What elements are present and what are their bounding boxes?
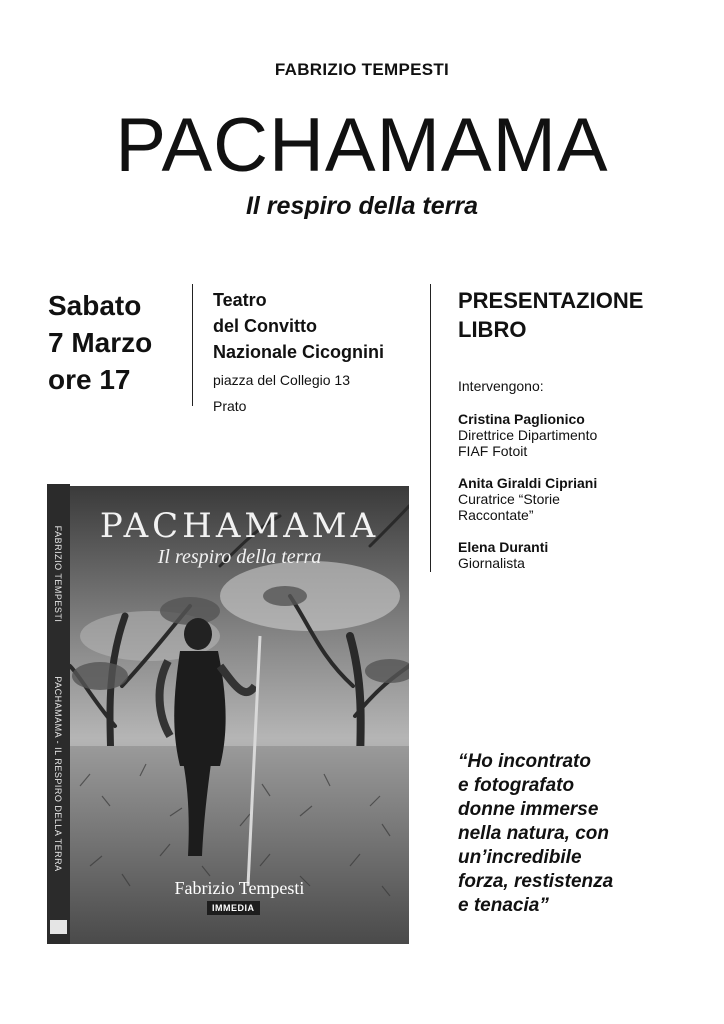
author-name: FABRIZIO TEMPESTI: [274, 60, 450, 79]
event-time: ore 17: [48, 364, 131, 395]
quote-line: forza, restistenza: [458, 871, 614, 892]
quote-line: e fotografato: [458, 775, 575, 796]
quote-line: un’incredibile: [458, 847, 582, 868]
presentation-title: PRESENTAZIONE: [458, 288, 644, 313]
speaker-name: Anita Giraldi Cipriani: [458, 475, 598, 491]
quote-line: e tenacia”: [458, 895, 549, 916]
spine-title: PACHAMAMA - IL RESPIRO DELLA TERRA: [53, 676, 63, 872]
venue-name-line: Nazionale Cicognini: [213, 342, 385, 362]
event-date-block: [48, 287, 152, 398]
speaker-role: Direttrice Dipartimento: [458, 427, 598, 443]
venue-city: Prato: [213, 398, 247, 414]
speaker-role: Curatrice “Storie: [458, 491, 560, 507]
venue-name-line: Teatro: [213, 290, 267, 310]
book-image: [47, 484, 409, 948]
spine-author: FABRIZIO TEMPESTI: [53, 525, 63, 623]
venue-block: [213, 287, 384, 419]
divider: [192, 284, 193, 406]
speaker-role: Raccontate”: [458, 507, 534, 523]
speaker-item: [458, 539, 708, 571]
speaker-role: Giornalista: [458, 555, 525, 571]
page-title: PACHAMAMA: [115, 103, 609, 188]
publisher-logo: IMMEDIA: [207, 901, 260, 915]
book-spine: [47, 484, 70, 944]
quote-line: donne immerse: [458, 799, 599, 820]
speaker-name: Cristina Paglionico: [458, 411, 585, 427]
speaker-item: [458, 411, 708, 459]
presentation-block: [458, 286, 708, 571]
speaker-name: Elena Duranti: [458, 539, 549, 555]
cover-subtitle: Il respiro della terra: [157, 546, 322, 568]
cover-author: Fabrizio Tempesti: [174, 878, 305, 898]
spine-publisher-logo: [50, 920, 67, 934]
quote-line: nella natura, con: [458, 823, 609, 844]
presentation-title: LIBRO: [458, 317, 527, 342]
speakers-intro: Intervengono:: [458, 378, 544, 394]
event-date: 7 Marzo: [48, 327, 153, 358]
divider: [430, 284, 431, 572]
event-day: Sabato: [48, 290, 142, 321]
quote-line: “Ho incontrato: [458, 751, 591, 772]
speaker-item: [458, 475, 708, 523]
venue-name-line: del Convitto: [213, 316, 317, 336]
page-subtitle: Il respiro della terra: [245, 192, 479, 220]
cover-title: PACHAMAMA: [99, 506, 380, 546]
speaker-role: FIAF Fotoit: [458, 443, 528, 459]
quote-block: [458, 750, 708, 918]
book-cover: [70, 486, 409, 944]
venue-address: piazza del Collegio 13: [213, 372, 350, 388]
